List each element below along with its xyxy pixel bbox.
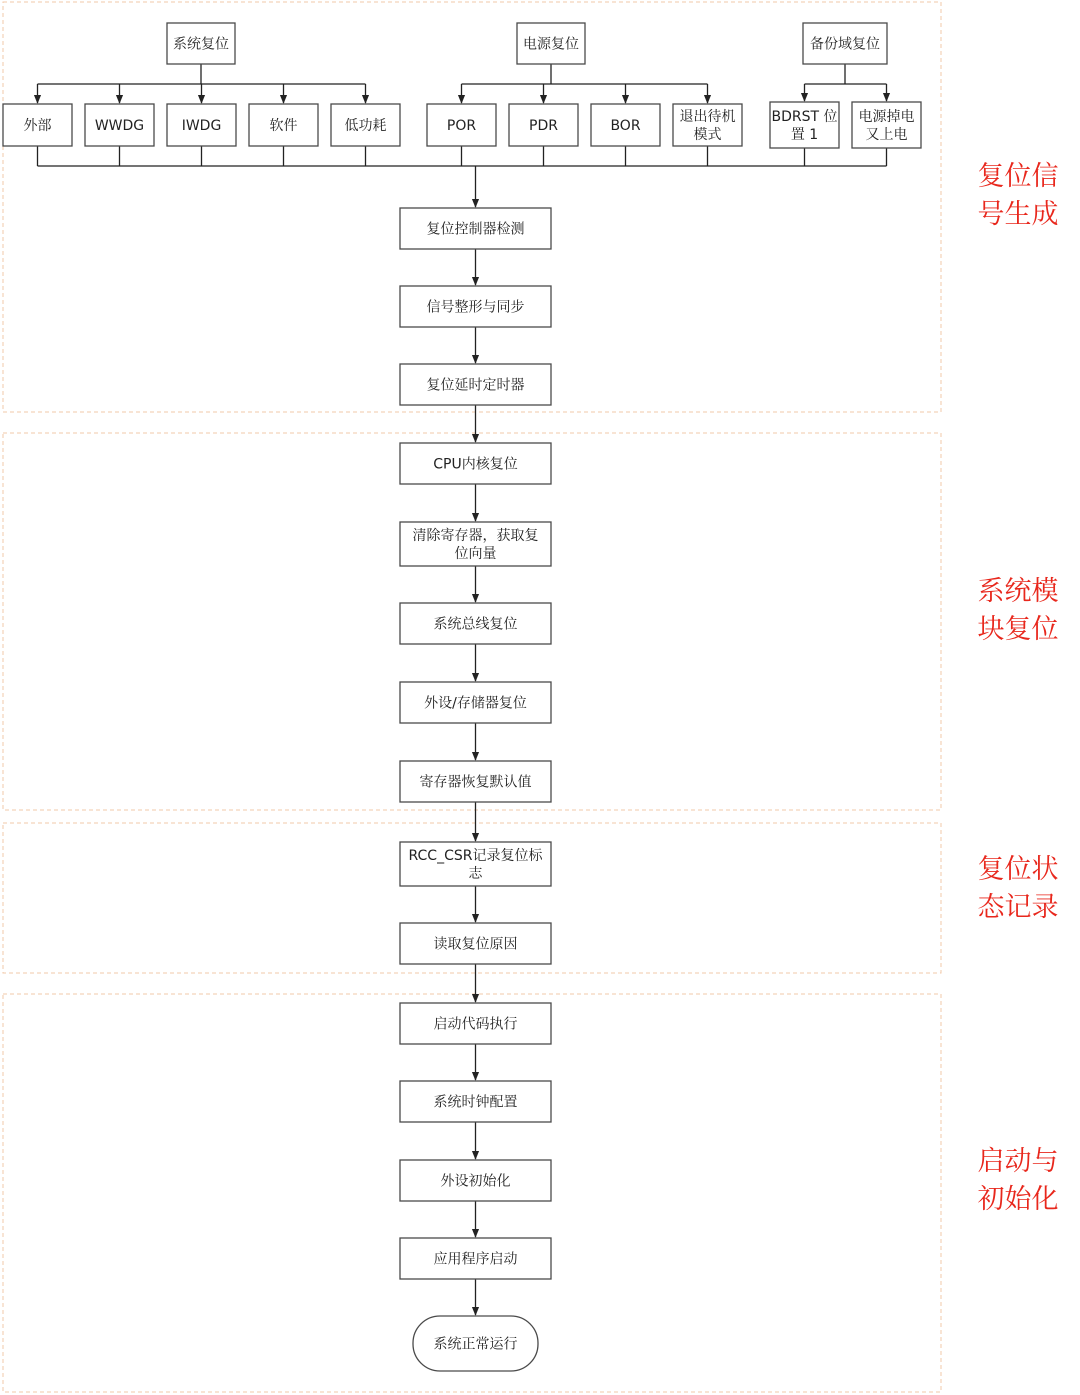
node-soft-label: 软件 [269, 118, 298, 134]
node-pdr-label: PDR [529, 118, 558, 134]
node-iwdg [167, 104, 236, 146]
node-lowp-label: 低功耗 [344, 118, 387, 134]
node-lowp [331, 104, 400, 146]
node-boot-label: 启动代码执行 [433, 1016, 518, 1033]
section-mod-label: 系统模块复位 [977, 576, 1059, 645]
node-ext-label: 外部 [23, 118, 52, 134]
node-regdef [400, 761, 551, 802]
node-clock-label: 系统时钟配置 [433, 1094, 518, 1111]
node-regdef-label: 寄存器恢复默认值 [419, 774, 532, 791]
node-delay [400, 364, 551, 405]
node-bkp [803, 23, 887, 64]
node-read-label: 读取复位原因 [433, 936, 518, 953]
node-wwdg-label: WWDG [94, 118, 145, 134]
node-bor-label: BOR [610, 118, 641, 134]
node-sys [167, 23, 235, 64]
node-run [413, 1316, 538, 1371]
node-bdrst-label: BDRST 位置 1 [771, 109, 838, 143]
node-csr [400, 842, 551, 886]
node-shape [400, 286, 551, 327]
node-pwr-label: 电源复位 [523, 36, 579, 53]
node-boot [400, 1003, 551, 1044]
node-periph-label: 外设/存储器复位 [424, 695, 527, 712]
node-app [400, 1238, 551, 1279]
node-wwdg [85, 104, 154, 146]
node-delay-label: 复位延时定时器 [426, 377, 525, 394]
node-soft [249, 104, 318, 146]
section-gen-frame [3, 2, 941, 412]
node-por-label: POR [446, 118, 477, 134]
section-gen-label: 复位信号生成 [977, 161, 1059, 230]
node-bdrst [770, 102, 839, 148]
node-bkp-label: 备份域复位 [810, 36, 880, 53]
node-init [400, 1160, 551, 1201]
node-read [400, 923, 551, 964]
section-start-label: 启动与初始化 [977, 1146, 1059, 1215]
node-bor [591, 104, 660, 146]
node-stby-label: 退出待机模式 [679, 109, 736, 143]
node-vbat-label: 电源掉电又上电 [858, 109, 915, 143]
node-pwr [517, 23, 585, 64]
node-ext [3, 104, 72, 146]
node-cpu-label: CPU内核复位 [433, 456, 518, 473]
node-stby [673, 104, 742, 146]
node-clear [400, 522, 551, 566]
node-init-label: 外设初始化 [440, 1173, 511, 1190]
node-pdr [509, 104, 578, 146]
node-shape-label: 信号整形与同步 [426, 299, 525, 316]
node-run-label: 系统正常运行 [433, 1336, 518, 1353]
node-bus [400, 603, 551, 644]
node-clear-label: 清除寄存器，获取复位向量 [412, 528, 539, 562]
node-app-label: 应用程序启动 [433, 1251, 518, 1268]
node-iwdg-label: IWDG [181, 118, 222, 134]
node-cpu [400, 443, 551, 484]
node-sys-label: 系统复位 [173, 36, 229, 53]
node-vbat [852, 102, 921, 148]
node-por [427, 104, 496, 146]
node-detect [400, 208, 551, 249]
node-periph [400, 682, 551, 723]
section-rec-label: 复位状态记录 [977, 854, 1059, 923]
node-detect-label: 复位控制器检测 [426, 221, 525, 238]
node-csr-label: RCC_CSR记录复位标志 [408, 848, 543, 882]
node-bus-label: 系统总线复位 [433, 616, 518, 633]
node-clock [400, 1081, 551, 1122]
